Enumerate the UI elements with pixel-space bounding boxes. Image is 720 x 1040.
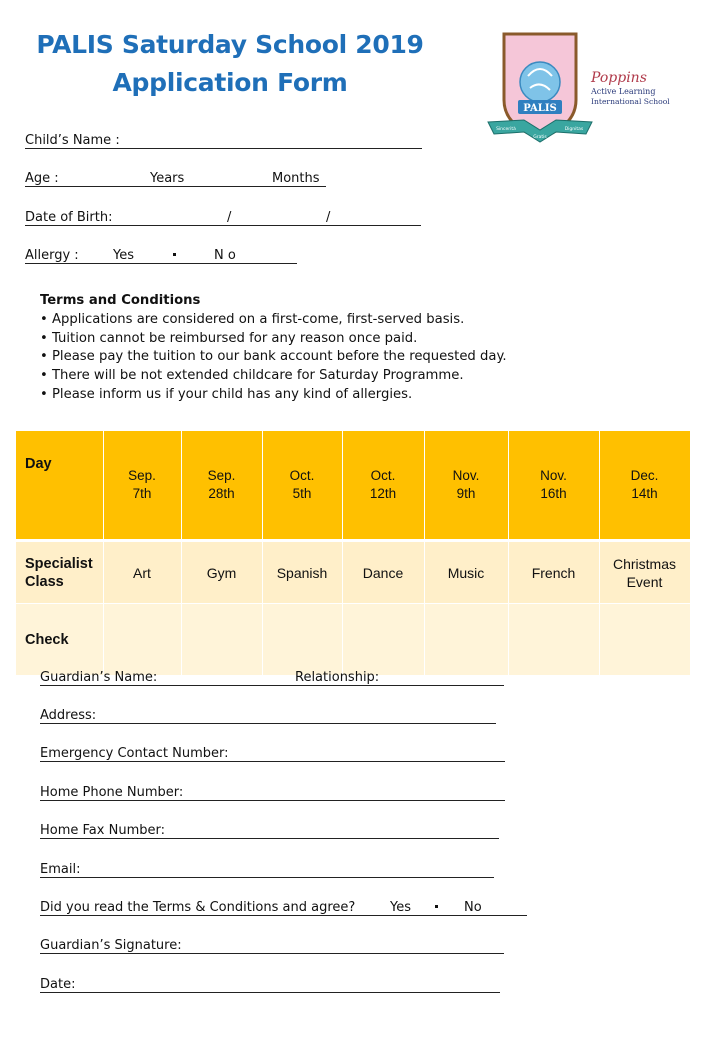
class-cell: Art xyxy=(103,541,181,604)
class-cell: Christmas Event xyxy=(599,541,690,604)
day-header: Day xyxy=(16,431,103,541)
form-title-line1: PALIS Saturday School 2019 xyxy=(36,30,424,59)
check-header: Check xyxy=(16,604,103,676)
day-row xyxy=(16,431,690,541)
separator-dot xyxy=(173,253,176,256)
svg-text:Sincerità: Sincerità xyxy=(496,127,516,132)
class-cell: Gym xyxy=(181,541,262,604)
check-cell[interactable] xyxy=(262,604,342,676)
date-cell: Dec. 14th xyxy=(599,431,690,541)
svg-text:Dignitas: Dignitas xyxy=(564,127,584,132)
terms-item: • Please inform us if your child has any kind of allergies. xyxy=(40,386,413,402)
date-cell: Oct. 12th xyxy=(342,431,424,541)
logo-name: PALIS xyxy=(523,103,557,114)
terms-heading: Terms and Conditions xyxy=(40,293,201,308)
class-cell: Music xyxy=(424,541,508,604)
allergy-yes-option[interactable]: Yes xyxy=(113,248,134,263)
terms-item: • There will be not extended childcare for Saturday Programme. xyxy=(40,368,464,384)
check-row xyxy=(16,604,690,676)
check-cell[interactable] xyxy=(103,604,181,676)
terms-and-conditions xyxy=(40,292,507,405)
terms-item: • Applications are considered on a first-come, first-served basis. xyxy=(40,311,465,327)
separator-dot xyxy=(435,905,438,908)
allergy-no-option[interactable]: N o xyxy=(214,248,236,263)
svg-text:International School: International School xyxy=(591,97,670,106)
specialist-class-row xyxy=(16,541,690,604)
relationship-label: Relationship: xyxy=(295,670,380,685)
check-cell[interactable] xyxy=(342,604,424,676)
date-cell: Sep. 28th xyxy=(181,431,262,541)
class-cell: Spanish xyxy=(262,541,342,604)
form-title-line2: Application Form xyxy=(112,68,348,97)
date-cell: Nov. 16th xyxy=(508,431,599,541)
check-cell[interactable] xyxy=(599,604,690,676)
svg-text:Gratis: Gratis xyxy=(533,135,547,140)
terms-item: • Please pay the tuition to our bank account before the requested day. xyxy=(40,349,507,365)
check-cell[interactable] xyxy=(181,604,262,676)
date-cell: Sep. 7th xyxy=(103,431,181,541)
specialist-class-header: Specialist Class xyxy=(16,541,103,604)
date-cell: Nov. 9th xyxy=(424,431,508,541)
svg-text:Active Learning: Active Learning xyxy=(591,87,656,96)
date-cell: Oct. 5th xyxy=(262,431,342,541)
schedule-table xyxy=(16,431,691,675)
check-cell[interactable] xyxy=(508,604,599,676)
class-cell: French xyxy=(508,541,599,604)
agree-no-option[interactable]: No xyxy=(464,900,482,915)
palis-logo xyxy=(484,30,700,148)
check-cell[interactable] xyxy=(424,604,508,676)
class-cell: Dance xyxy=(342,541,424,604)
agree-yes-option[interactable]: Yes xyxy=(390,900,411,915)
terms-item: • Tuition cannot be reimbursed for any reason once paid. xyxy=(40,330,418,346)
partner-name: Poppins xyxy=(591,70,647,86)
